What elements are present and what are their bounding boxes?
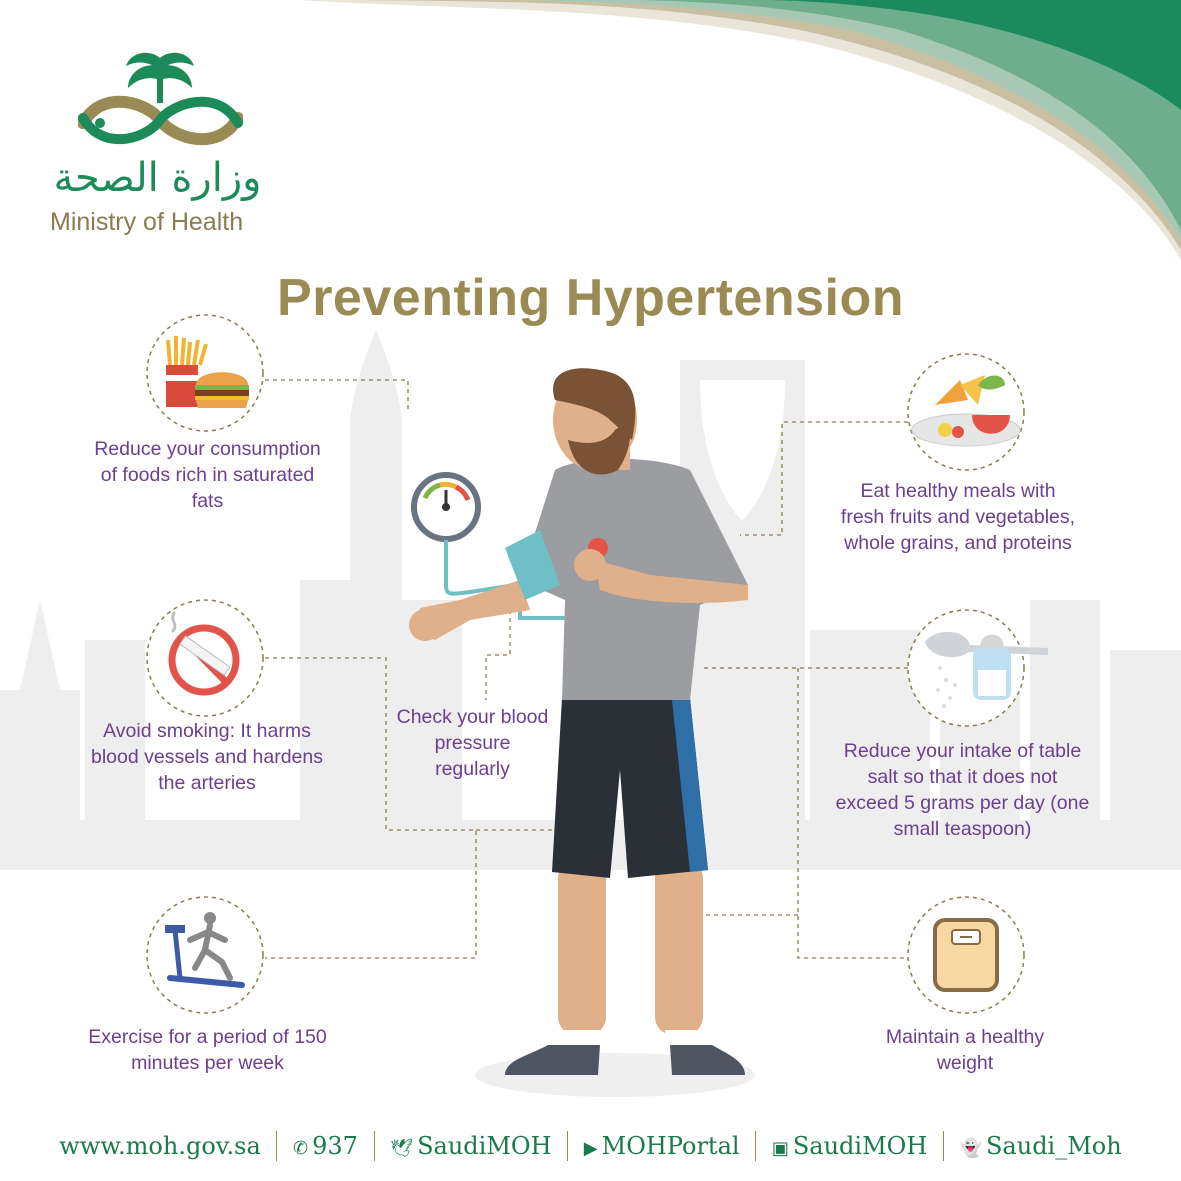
tip-salt: Reduce your intake of table salt so that it does not exceed 5 grams per day (one small teaspoon)	[835, 740, 1090, 840]
tip-exercise: Exercise for a period of 150 minutes per week	[88, 1026, 327, 1074]
page-title: Preventing Hypertension	[277, 269, 904, 327]
footer-divider	[374, 1131, 375, 1161]
phone-icon: ✆	[293, 1137, 309, 1159]
footer-divider	[567, 1131, 568, 1161]
footer-facebook[interactable]	[766, 1132, 933, 1160]
footer-contacts	[0, 1130, 1181, 1161]
tip-smoking: Avoid smoking: It harms blood vessels and hardens the arteries	[91, 720, 323, 794]
tip-blood-pressure: Check your blood pressure regularly	[396, 706, 549, 780]
footer-divider	[943, 1131, 944, 1161]
footer-divider	[276, 1131, 277, 1161]
footer-website[interactable]: www.moh.gov.sa	[59, 1131, 261, 1160]
weight-scale-icon	[935, 920, 997, 990]
logo-arabic-name: وزارة الصحة	[53, 155, 262, 201]
tip-meals: Eat healthy meals with fresh fruits and vegetables, whole grains, and proteins	[840, 480, 1076, 554]
footer-phone-number: 937	[312, 1131, 358, 1160]
moh-palm-logo-icon	[78, 48, 243, 158]
twitter-icon: 🕊	[390, 1137, 414, 1159]
logo-english-name: Ministry of Health	[50, 208, 244, 236]
footer-youtube[interactable]	[578, 1132, 746, 1160]
facebook-icon: ▣	[771, 1137, 789, 1159]
tip-fats: Reduce your consumption of foods rich in saturated fats	[94, 438, 321, 512]
footer-snapchat-handle: Saudi_Moh	[985, 1131, 1122, 1160]
footer-phone[interactable]	[287, 1132, 364, 1160]
footer-youtube-handle: MOHPortal	[601, 1131, 740, 1160]
top-wave-decoration	[300, 0, 1181, 260]
youtube-icon: ▶	[583, 1137, 598, 1159]
footer-divider	[755, 1131, 756, 1161]
footer-twitter-handle: SaudiMOH	[417, 1131, 552, 1160]
footer-snapchat[interactable]	[954, 1132, 1128, 1160]
tip-weight: Maintain a healthy weight	[885, 1026, 1045, 1074]
snapchat-icon: 👻	[959, 1137, 982, 1159]
footer-twitter[interactable]	[384, 1132, 557, 1160]
footer-facebook-handle: SaudiMOH	[792, 1131, 928, 1160]
